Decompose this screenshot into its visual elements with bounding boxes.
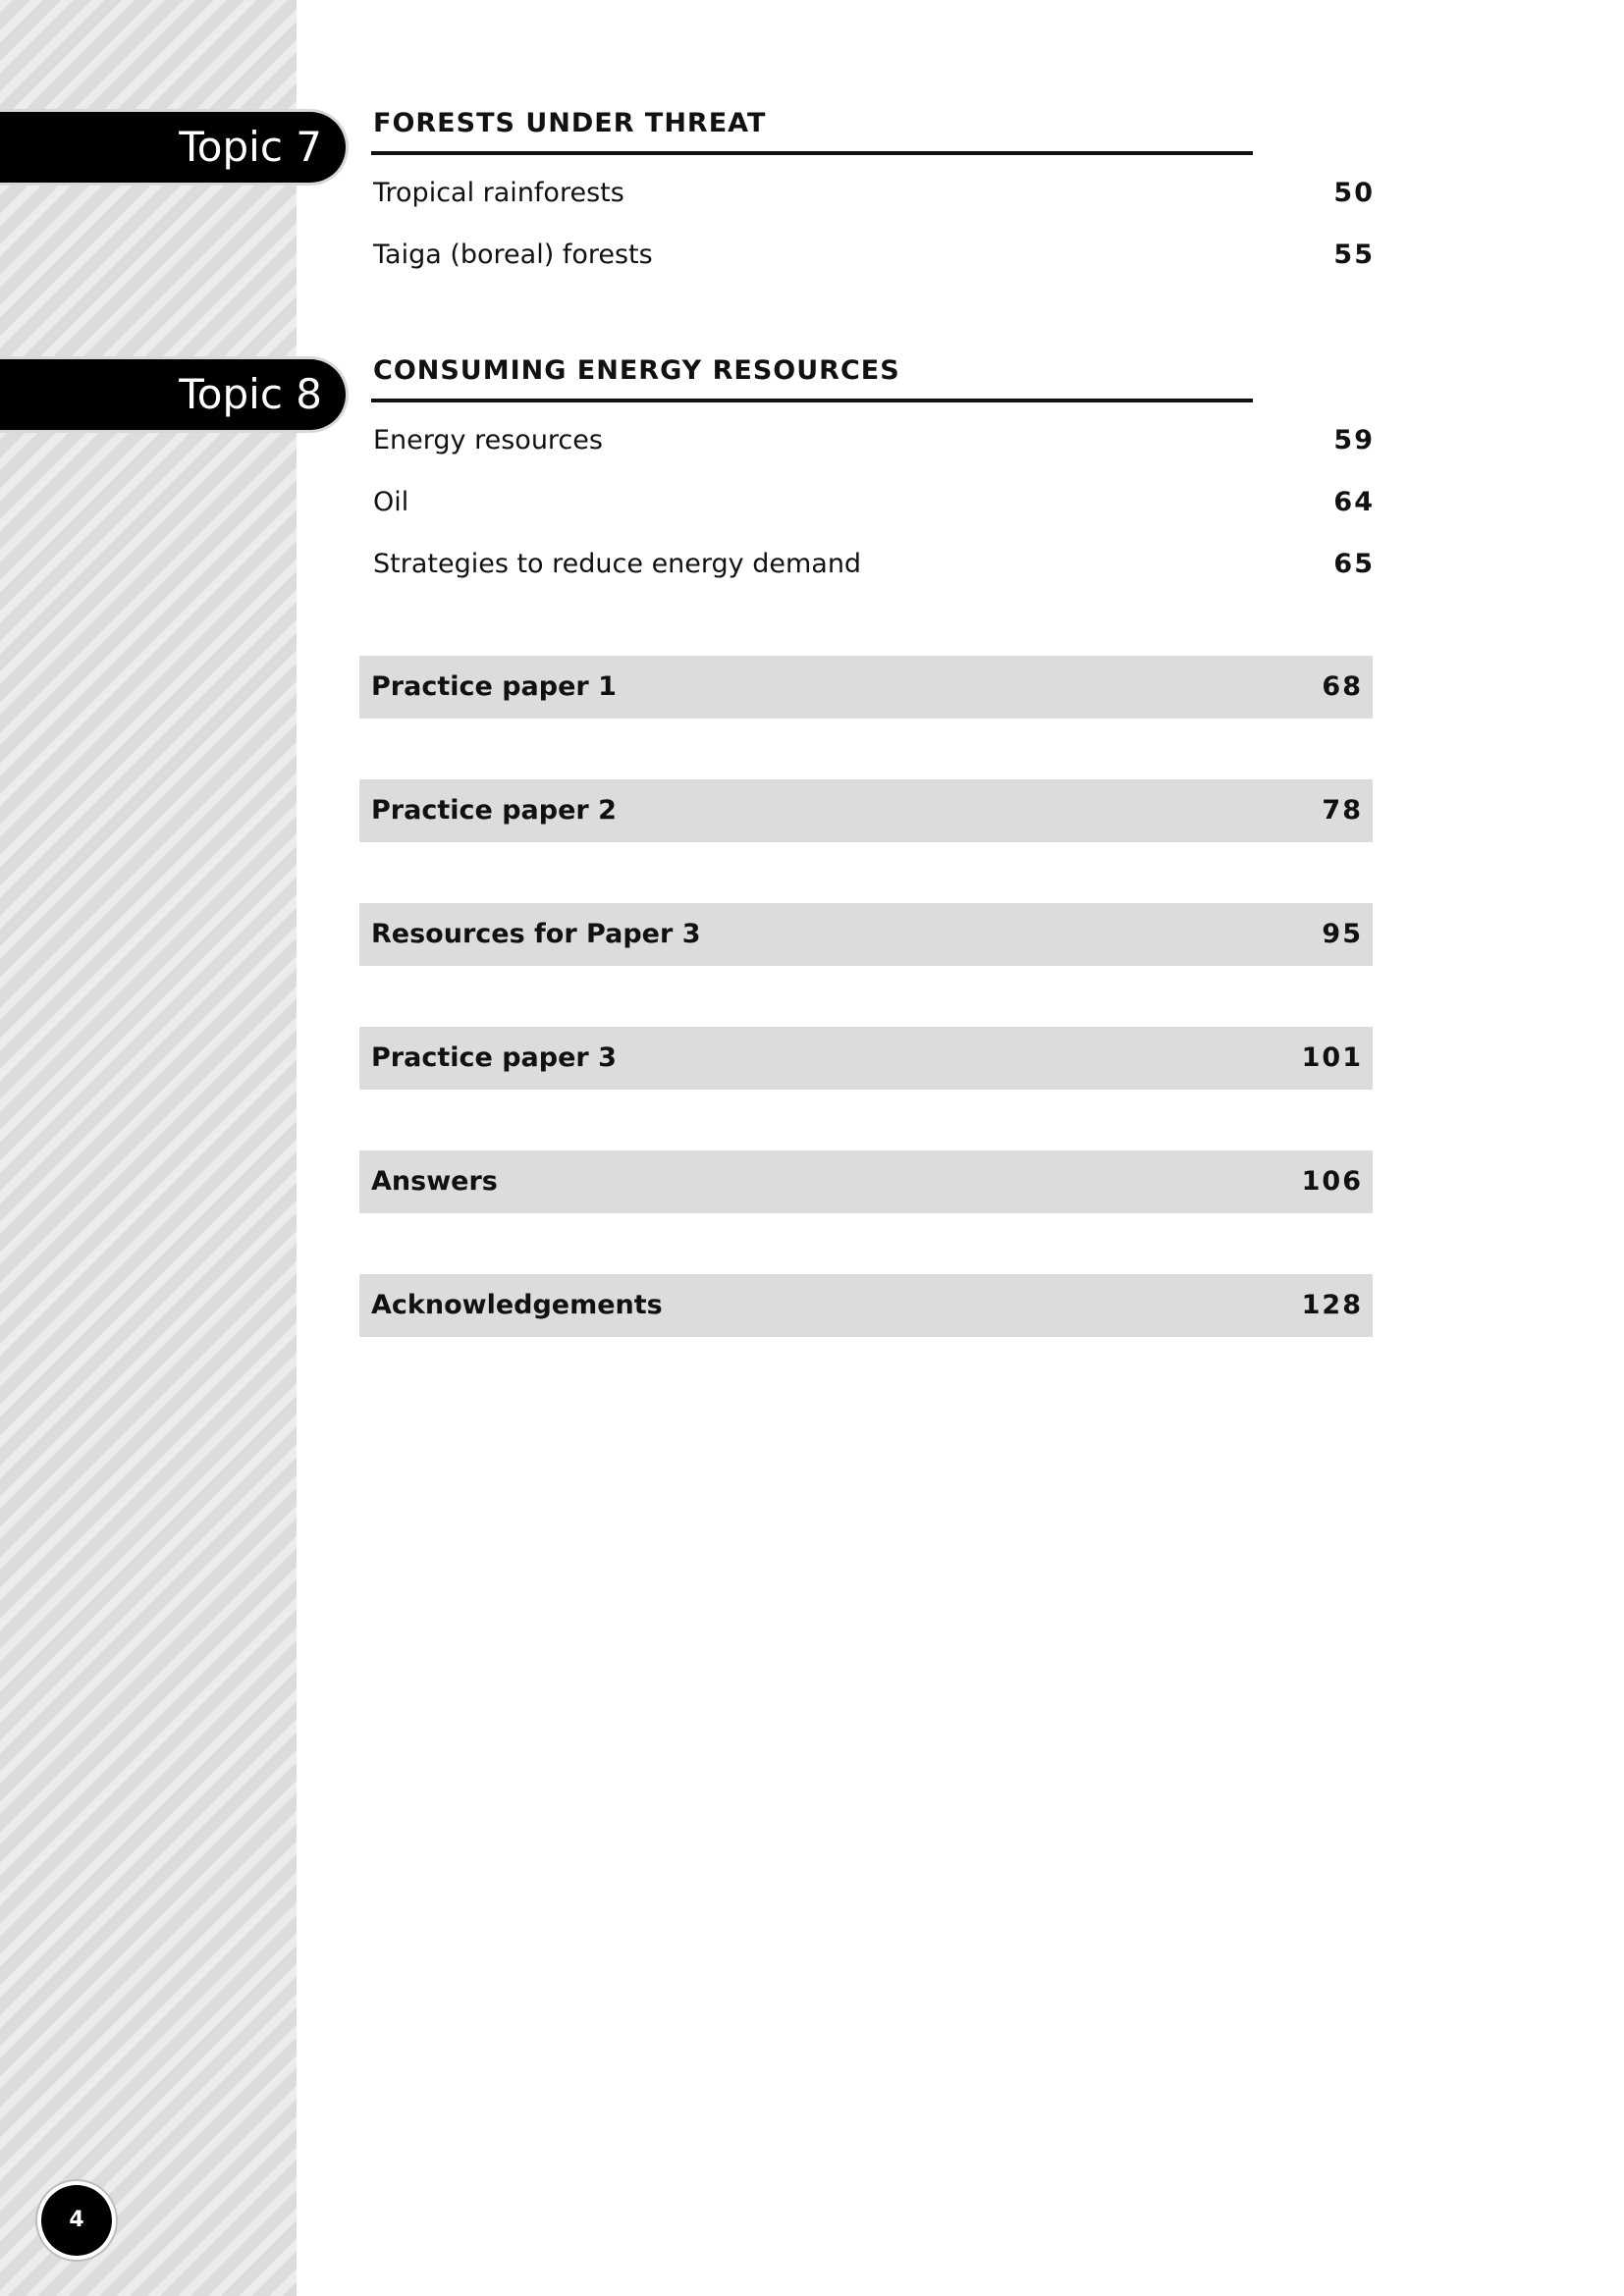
toc-box-resources-paper-3[interactable] xyxy=(359,903,1373,966)
toc-box-title: Answers xyxy=(371,1166,498,1197)
toc-entry-page: 65 xyxy=(1333,549,1375,579)
toc-box-practice-paper-3[interactable] xyxy=(359,1027,1373,1090)
toc-box-page: 95 xyxy=(1322,919,1363,949)
toc-entry[interactable] xyxy=(371,231,1375,280)
topic-8-heading: CONSUMING ENERGY RESOURCES xyxy=(371,353,1253,402)
toc-box-page: 101 xyxy=(1301,1042,1363,1073)
toc-box-page: 78 xyxy=(1322,795,1363,826)
toc-box-page: 68 xyxy=(1322,671,1363,702)
topic-7-tab-label: Topic 7 xyxy=(179,123,322,171)
toc-entry[interactable] xyxy=(371,169,1375,218)
toc-box-practice-paper-1[interactable] xyxy=(359,656,1373,719)
toc-entry-page: 59 xyxy=(1333,425,1375,455)
toc-entry[interactable] xyxy=(371,416,1375,465)
topic-7-heading: FORESTS UNDER THREAT xyxy=(371,106,1253,155)
toc-entry-title: Strategies to reduce energy demand xyxy=(373,549,862,579)
toc-entry[interactable] xyxy=(371,540,1375,589)
page-number-badge: 4 xyxy=(41,2185,112,2256)
toc-entry[interactable] xyxy=(371,478,1375,527)
topic-7-tab xyxy=(0,112,346,183)
toc-entry-page: 55 xyxy=(1333,240,1375,270)
topic-8-tab-label: Topic 8 xyxy=(179,370,322,418)
toc-box-title: Resources for Paper 3 xyxy=(371,919,701,949)
toc-entry-page: 64 xyxy=(1333,487,1375,517)
toc-box-acknowledgements[interactable] xyxy=(359,1274,1373,1337)
sidebar-stripe xyxy=(0,0,297,2296)
toc-box-page: 106 xyxy=(1301,1166,1363,1197)
toc-entry-title: Taiga (boreal) forests xyxy=(373,240,653,270)
toc-entry-title: Oil xyxy=(373,487,409,517)
toc-box-practice-paper-2[interactable] xyxy=(359,779,1373,842)
toc-box-page: 128 xyxy=(1301,1290,1363,1320)
toc-box-answers[interactable] xyxy=(359,1150,1373,1213)
toc-entry-page: 50 xyxy=(1333,178,1375,208)
toc-entry-title: Energy resources xyxy=(373,425,603,455)
toc-box-title: Practice paper 3 xyxy=(371,1042,617,1073)
toc-box-title: Acknowledgements xyxy=(371,1290,663,1320)
toc-entry-title: Tropical rainforests xyxy=(373,178,624,208)
toc-box-title: Practice paper 1 xyxy=(371,671,617,702)
topic-8-tab xyxy=(0,359,346,430)
toc-box-title: Practice paper 2 xyxy=(371,795,617,826)
